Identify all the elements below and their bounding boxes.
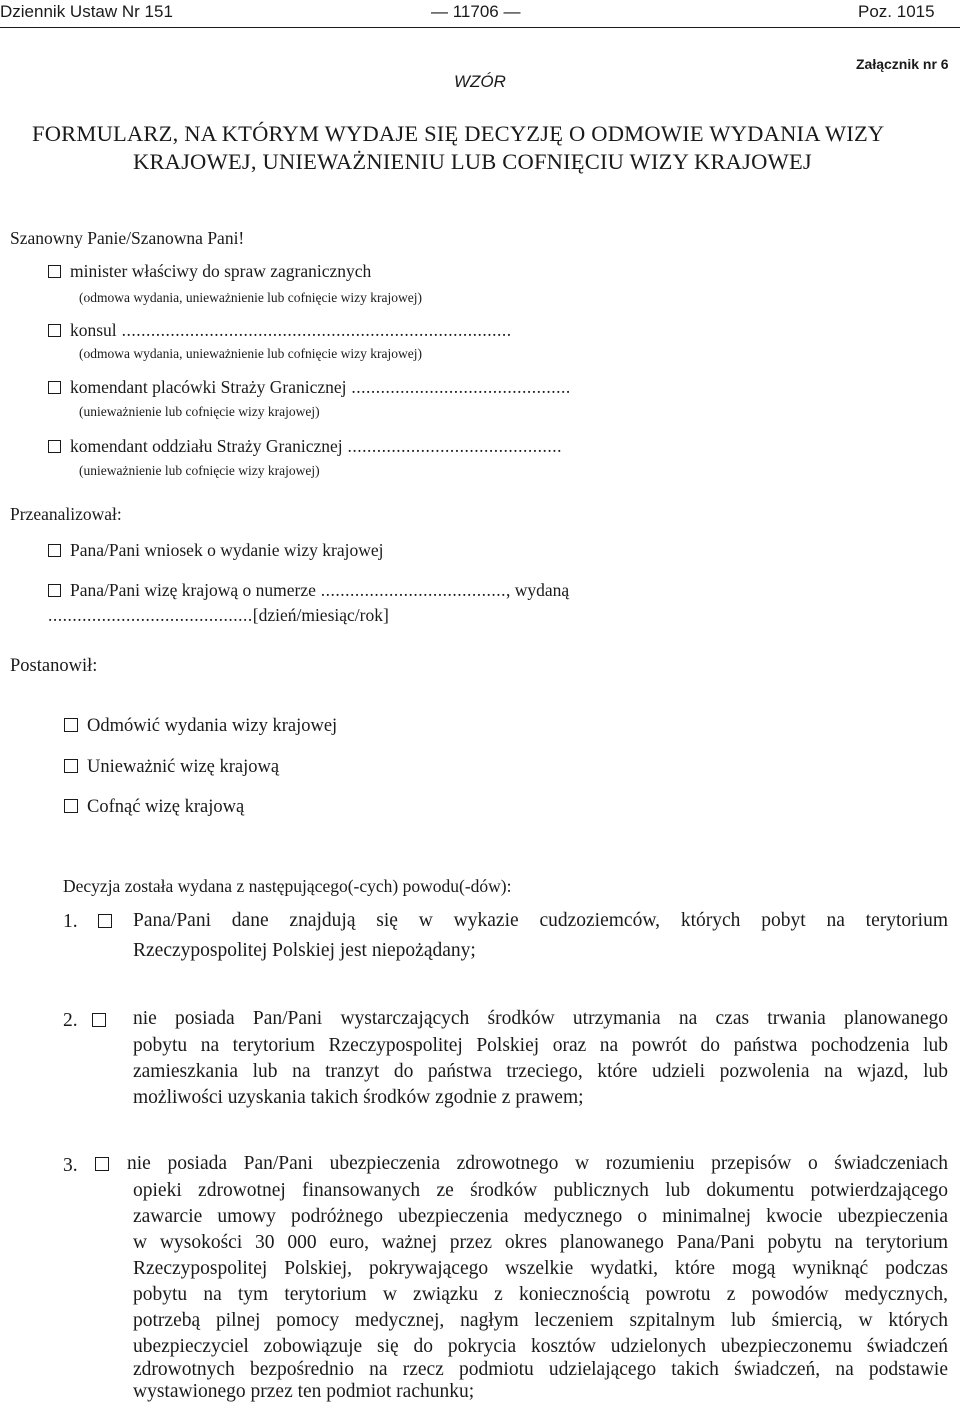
checkbox[interactable] — [95, 1157, 109, 1171]
reason-3-checkbox[interactable] — [95, 1157, 118, 1175]
fill-in-dots[interactable]: ............................................ — [342, 436, 562, 456]
reason-3-line: nie posiada Pan/Pani ubezpieczenia zdrowotnego w rozumieniu przepisów o świadczeniach — [127, 1153, 948, 1174]
reason-number: 1. — [63, 911, 78, 932]
authority-consul — [48, 320, 512, 341]
reason-2-line: zamieszkania lub na tranzyt do państwa trzeciego, które udzieli pozwolenia na wjazd, lub — [133, 1061, 948, 1082]
authority-label: komendant placówki Straży Granicznej — [70, 377, 347, 397]
checkbox[interactable] — [48, 440, 61, 453]
authority-note: (unieważnienie lub cofnięcie wizy krajowej) — [79, 404, 320, 419]
option-label: Pana/Pani wizę krajową o numerze — [70, 580, 316, 600]
fill-in-dots[interactable]: ................................................................................ — [116, 320, 512, 340]
option-label: Pana/Pani wniosek o wydanie wizy krajowej — [70, 540, 384, 560]
header-rule — [0, 27, 960, 28]
issue-date-line — [48, 605, 389, 626]
reason-1-checkbox[interactable] — [98, 914, 121, 932]
checkbox[interactable] — [48, 265, 61, 278]
checkbox[interactable] — [92, 1013, 106, 1027]
reason-2-line: możliwości uzyskania takich środków zgodnie z prawem; — [133, 1087, 584, 1108]
reason-1-line: Pana/Pani dane znajdują się w wykazie cudzoziemców, których pobyt na terytorium — [133, 910, 948, 931]
reason-3-line: opieki zdrowotnej finansowanych ze środków publicznych lub dokumentu potwierdzającego — [133, 1180, 948, 1201]
checkbox[interactable] — [48, 544, 61, 557]
visa-number-field[interactable]: ...................................... — [315, 580, 507, 600]
checkbox[interactable] — [48, 324, 61, 337]
reason-number: 3. — [63, 1155, 78, 1176]
reasons-intro: Decyzja została wydana z następującego(-cych) powodu(-dów): — [63, 876, 512, 896]
reason-3-line: ubezpieczyciel zobowiązuje się do pokrycia kosztów udzielonych ubezpieczonemu świadczeń — [133, 1336, 948, 1357]
decision-refuse — [64, 716, 337, 737]
position-number: Poz. 1015 — [858, 2, 935, 21]
issue-date-field[interactable]: .......................................... — [48, 605, 253, 625]
option-suffix: , wydaną — [506, 580, 570, 600]
decided-heading: Postanowił: — [10, 656, 98, 676]
checkbox[interactable] — [64, 799, 78, 813]
checkbox[interactable] — [48, 381, 61, 394]
authority-note: (unieważnienie lub cofnięcie wizy krajowej) — [79, 463, 320, 478]
decision-annul — [64, 757, 279, 778]
journal-name: Dziennik Ustaw Nr 151 — [0, 2, 173, 21]
salutation: Szanowny Panie/Szanowna Pani! — [10, 228, 245, 248]
option-label: Cofnąć wizę krajową — [87, 797, 245, 817]
reason-3-line: Rzeczypospolitej Polskiej, pokrywającego wszelkie wydatki, które mogą wyniknąć podczas — [133, 1258, 948, 1279]
fill-in-dots[interactable]: ............................................. — [346, 377, 571, 397]
reason-3-line: pobytu na tym terytorium w związku z koniecznością powrotu z powodów medycznych, — [133, 1284, 948, 1305]
authority-note: (odmowa wydania, unieważnienie lub cofnięcie wizy krajowej) — [79, 290, 422, 305]
reason-number: 2. — [63, 1010, 78, 1031]
authority-label: komendant oddziału Straży Granicznej — [70, 436, 343, 456]
analyzed-option-application — [48, 540, 383, 561]
authority-border-unit-commander — [48, 436, 562, 457]
authority-minister — [48, 261, 371, 282]
option-label: Odmówić wydania wizy krajowej — [87, 716, 338, 736]
analyzed-heading: Przeanalizował: — [10, 504, 122, 524]
reason-3-line: zdrowotnych bezpośrednio na rzecz podmiotu udzielającego takich świadczeń, na podstawie — [133, 1359, 948, 1380]
annex-label: Załącznik nr 6 — [856, 56, 949, 72]
reason-1-line: Rzeczypospolitej Polskiej jest niepożądany; — [133, 940, 476, 961]
option-label: Unieważnić wizę krajową — [87, 757, 280, 777]
template-label: WZÓR — [454, 72, 506, 91]
form-title-line-1: FORMULARZ, NA KTÓRYM WYDAJE SIĘ DECYZJĘ O ODMOWIE WYDANIA WIZY — [32, 121, 885, 146]
analyzed-option-visa — [48, 580, 569, 601]
date-format-label: [dzień/miesiąc/rok] — [252, 605, 389, 625]
reason-2-line: pobytu na terytorium Rzeczypospolitej Polskiej oraz na powrót do państwa pochodzenia lub — [133, 1035, 948, 1056]
checkbox[interactable] — [64, 718, 78, 732]
reason-3-line: w wysokości 30 000 euro, ważnej przez okres planowanego Pana/Pani pobytu na terytorium — [133, 1232, 948, 1253]
authority-border-post-commander — [48, 377, 571, 398]
checkbox[interactable] — [64, 759, 78, 773]
reason-2-checkbox[interactable] — [92, 1013, 115, 1031]
decision-revoke — [64, 797, 244, 818]
authority-note: (odmowa wydania, unieważnienie lub cofnięcie wizy krajowej) — [79, 346, 422, 361]
reason-2-line: nie posiada Pan/Pani wystarczających środków utrzymania na czas trwania planowanego — [133, 1008, 948, 1029]
reason-3-line: wystawionego przez ten podmiot rachunku; — [133, 1381, 475, 1402]
authority-label: konsul — [70, 320, 117, 340]
reason-3-line: zawarcie umowy podróżnego ubezpieczenia medycznego o minimalnej kwocie ubezpieczenia — [133, 1206, 948, 1227]
form-title-line-2: KRAJOWEJ, UNIEWAŻNIENIU LUB COFNIĘCIU WIZY KRAJOWEJ — [133, 149, 812, 174]
reason-3-line: potrzebą pilnej pomocy medycznej, nagłym leczeniem szpitalnym lub śmiercią, w których — [133, 1310, 948, 1331]
checkbox[interactable] — [48, 584, 61, 597]
authority-label: minister właściwy do spraw zagranicznych — [70, 261, 372, 281]
checkbox[interactable] — [98, 914, 112, 928]
page-number: — 11706 — — [431, 2, 521, 21]
